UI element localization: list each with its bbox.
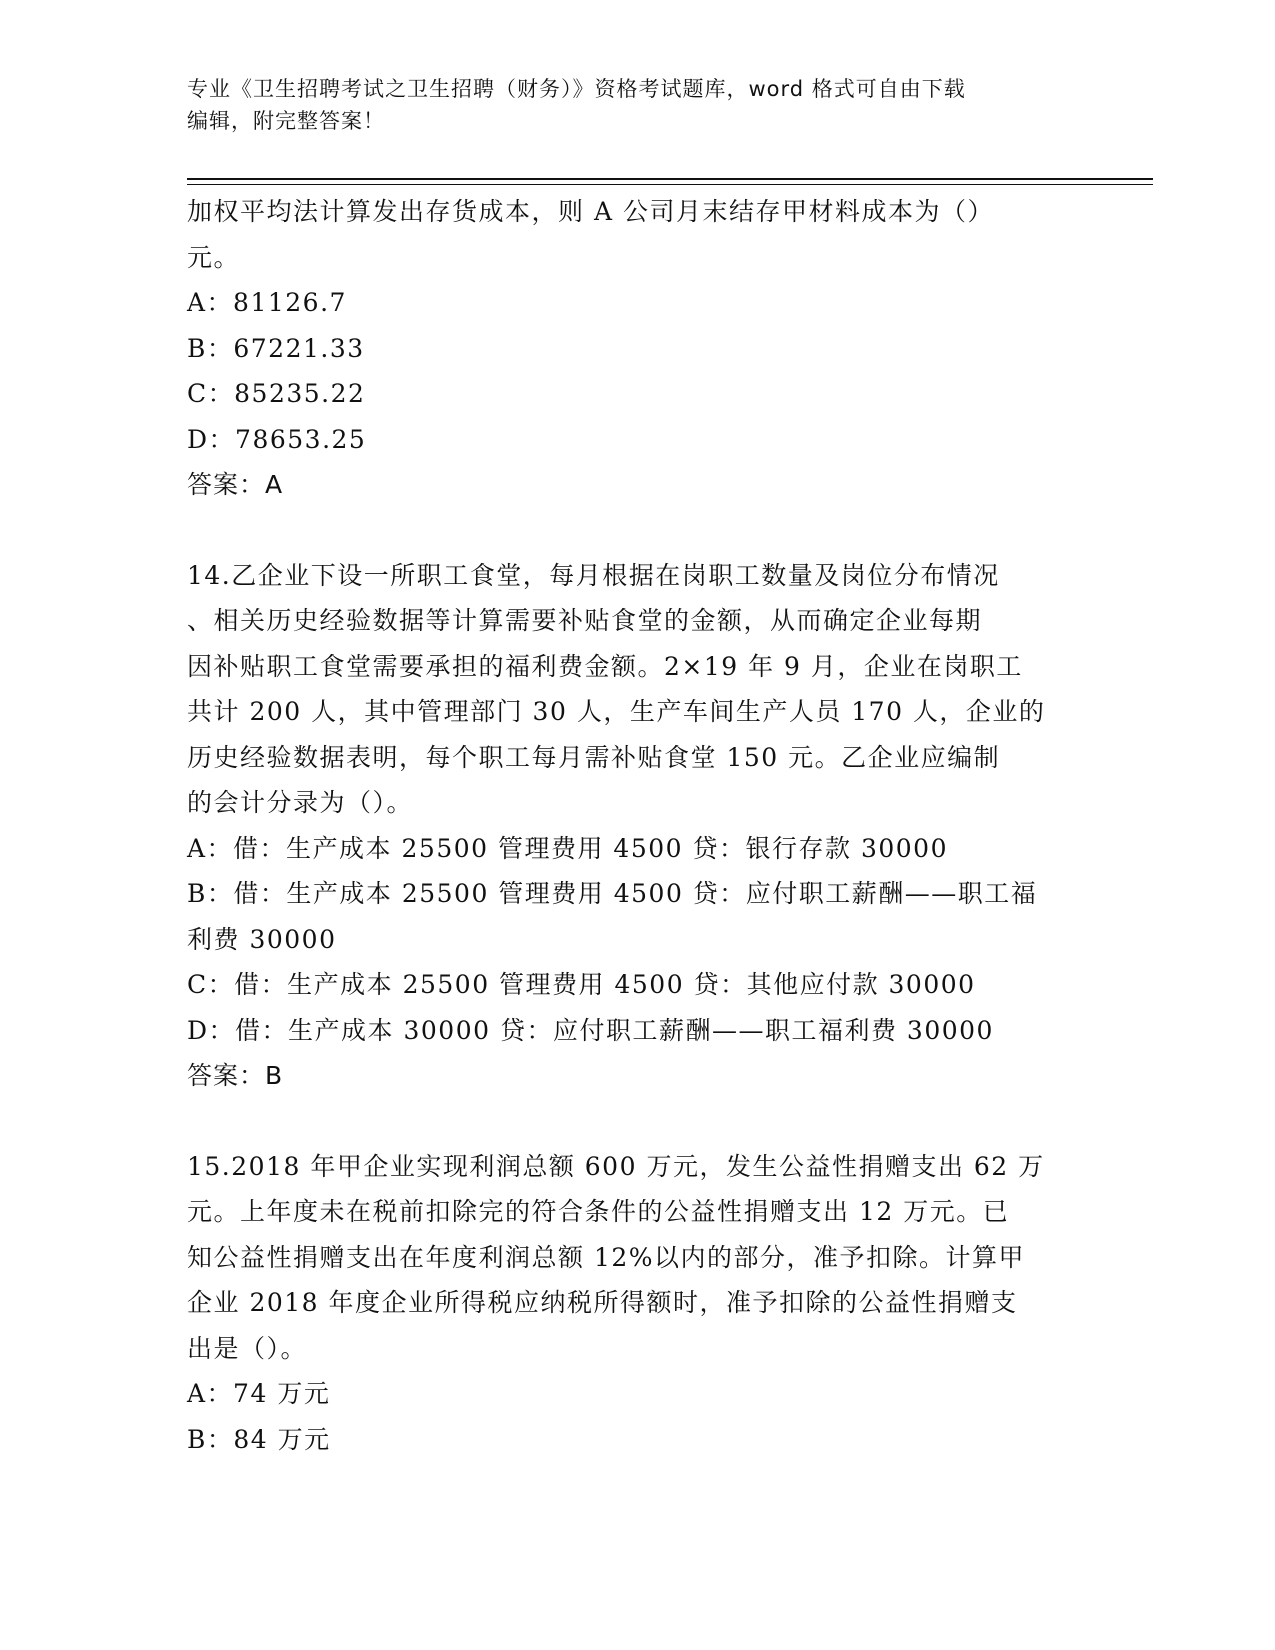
spacer	[187, 1099, 1087, 1144]
question-14-option-c: C：借：生产成本 25500 管理费用 4500 贷：其他应付款 30000	[187, 970, 976, 999]
question-14-answer: 答案：B	[187, 1061, 284, 1090]
question-13-stem-line: 加权平均法计算发出存货成本，则 A 公司月末结存甲材料成本为（）	[187, 197, 994, 226]
document-header	[187, 73, 1087, 137]
question-13-option-d: D：78653.25	[187, 424, 367, 454]
question-13-option-c: C：85235.22	[187, 379, 366, 408]
question-14-option-b: B：借：生产成本 25500 管理费用 4500 贷：应付职工薪酬——职工福	[187, 879, 1038, 908]
question-14-stem-line: 历史经验数据表明，每个职工每月需补贴食堂 150 元。乙企业应编制	[187, 742, 1001, 772]
header-line-2: 编辑，附完整答案！	[187, 109, 385, 133]
question-14-option-b-cont: 利费 30000	[187, 924, 337, 954]
header-divider-thin	[187, 184, 1153, 185]
question-15	[187, 1144, 1087, 1463]
question-15-stem-line: 15.2018 年甲企业实现利润总额 600 万元，发生公益性捐赠支出 62 万	[187, 1151, 1045, 1181]
question-13-stem-line: 元。	[187, 242, 241, 272]
question-15-option-b: B：84 万元	[187, 1424, 331, 1454]
question-14-stem-line: 14.乙企业下设一所职工食堂，每月根据在岗职工数量及岗位分布情况	[187, 560, 1000, 590]
question-13-option-a: A：81126.7	[187, 288, 347, 317]
spacer	[187, 508, 1087, 553]
question-14-stem-line: 共计 200 人，其中管理部门 30 人，生产车间生产人员 170 人，企业的	[187, 697, 1046, 726]
question-14-stem-line: 、相关历史经验数据等计算需要补贴食堂的金额，从而确定企业每期	[187, 606, 983, 635]
question-13-answer: 答案：A	[187, 470, 284, 499]
question-14-stem-line: 的会计分录为（）。	[187, 788, 414, 817]
question-14	[187, 553, 1087, 1099]
question-15-option-a: A：74 万元	[187, 1379, 331, 1408]
question-15-stem-line: 企业 2018 年度企业所得税应纳税所得额时，准予扣除的公益性捐赠支	[187, 1288, 1018, 1317]
header-line-1: 专业《卫生招聘考试之卫生招聘（财务）》资格考试题库，word 格式可自由下载	[187, 77, 966, 101]
question-13-option-b: B：67221.33	[187, 333, 365, 363]
question-15-stem-line: 元。上年度未在税前扣除完的符合条件的公益性捐赠支出 12 万元。已	[187, 1197, 1010, 1226]
question-15-stem-line: 出是（）。	[187, 1333, 308, 1363]
question-14-option-d: D：借：生产成本 30000 贷：应付职工薪酬——职工福利费 30000	[187, 1015, 994, 1045]
question-15-stem-line: 知公益性捐赠支出在年度利润总额 12%以内的部分，准予扣除。计算甲	[187, 1242, 1026, 1272]
question-content	[187, 189, 1087, 1462]
question-13	[187, 189, 1087, 508]
question-14-stem-line: 因补贴职工食堂需要承担的福利费金额。2×19 年 9 月，企业在岗职工	[187, 651, 1023, 681]
question-14-option-a: A：借：生产成本 25500 管理费用 4500 贷：银行存款 30000	[187, 833, 948, 863]
header-divider-thick	[187, 178, 1153, 180]
